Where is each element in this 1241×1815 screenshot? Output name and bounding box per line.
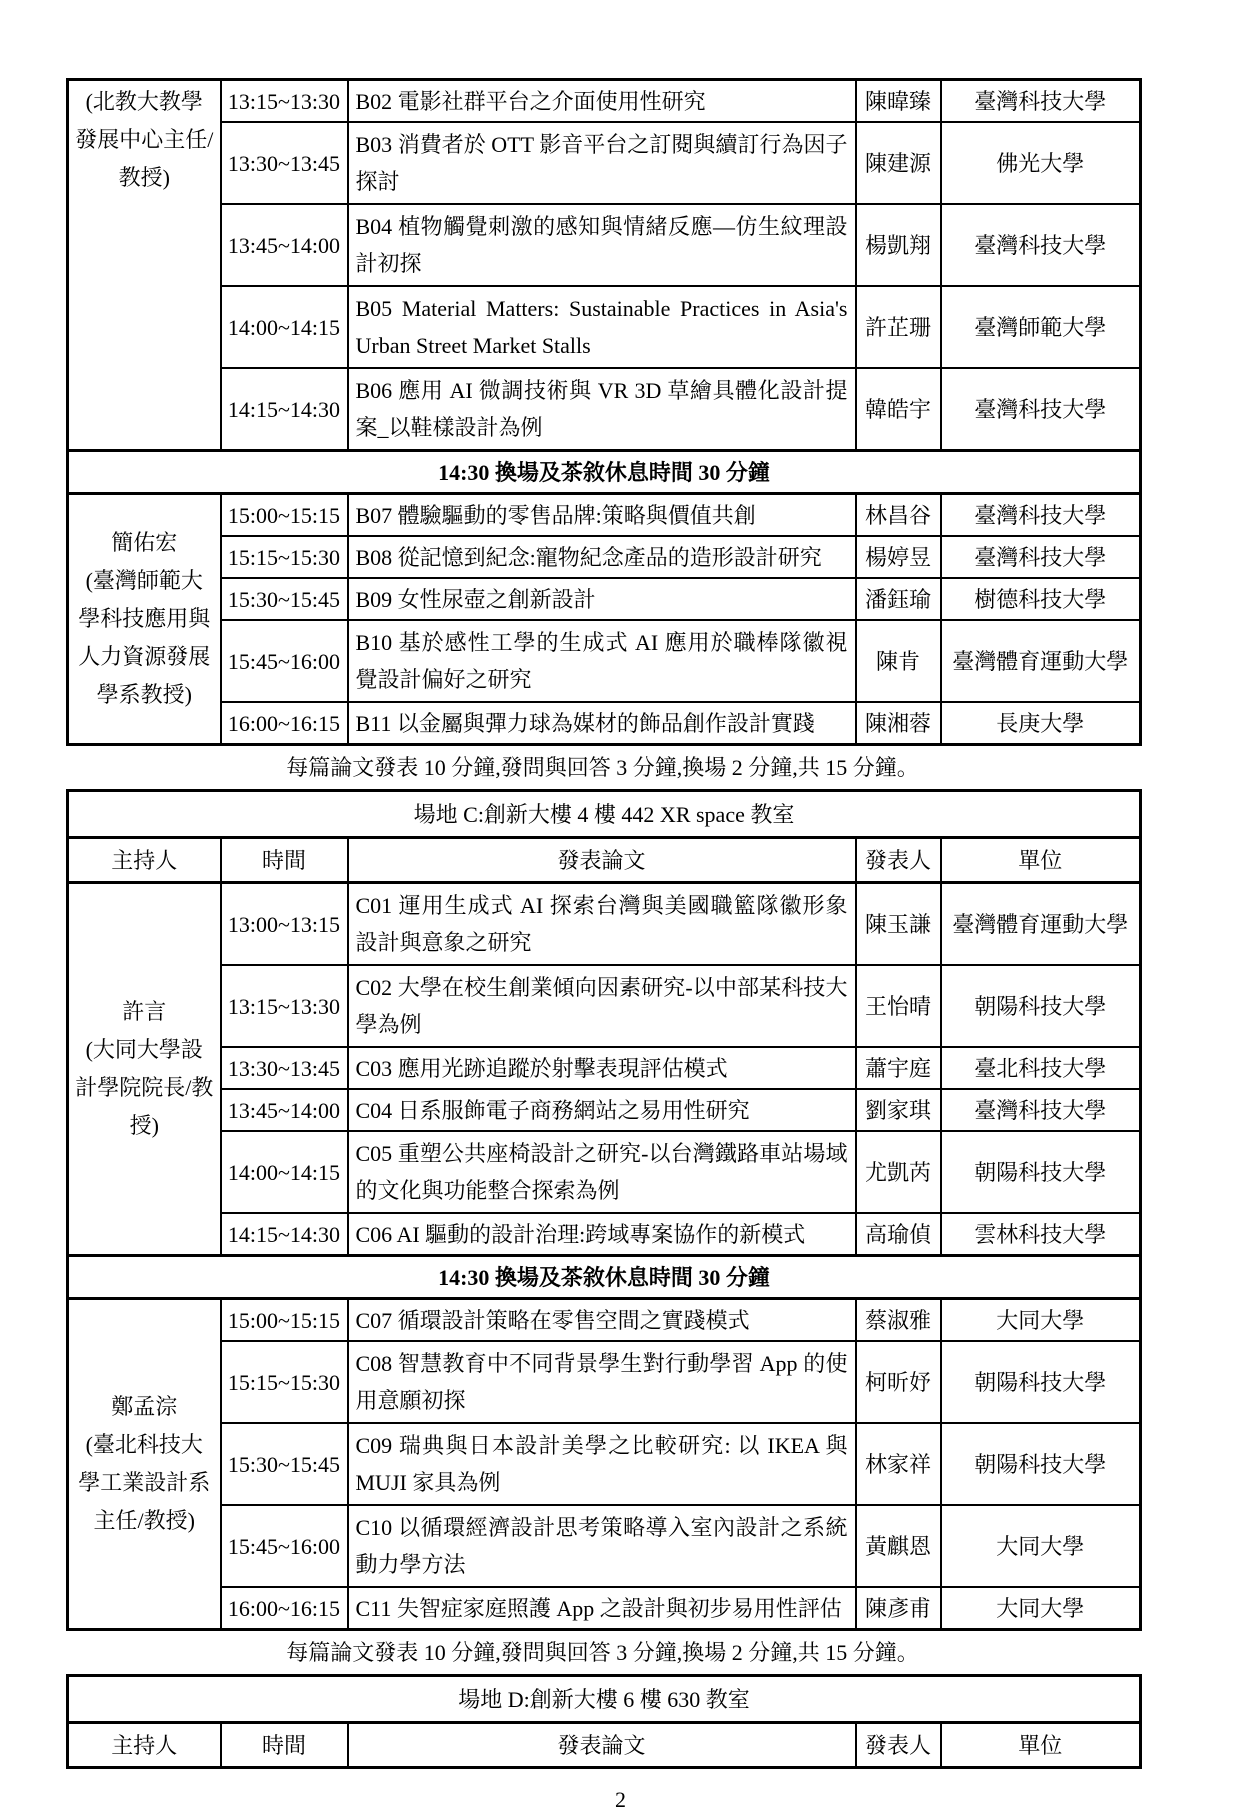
column-header-time: 時間 xyxy=(221,838,348,883)
venue-c-title-row xyxy=(68,791,1141,838)
presenter-cell: 楊婷昱 xyxy=(856,536,941,578)
unit-cell: 臺灣體育運動大學 xyxy=(941,620,1141,702)
time-cell: 13:00~13:15 xyxy=(221,883,348,966)
venue-d-table xyxy=(66,1674,1142,1769)
time-cell: 13:45~14:00 xyxy=(221,1089,348,1131)
unit-cell: 臺灣科技大學 xyxy=(941,494,1141,537)
time-cell: 15:15~15:30 xyxy=(221,1341,348,1423)
header-row-d xyxy=(68,1723,1141,1768)
unit-cell: 朝陽科技大學 xyxy=(941,965,1141,1047)
unit-cell: 朝陽科技大學 xyxy=(941,1341,1141,1423)
unit-cell: 長庚大學 xyxy=(941,702,1141,745)
paper-title-cell: B02 電影社群平台之介面使用性研究 xyxy=(348,80,856,123)
unit-cell: 臺灣師範大學 xyxy=(941,286,1141,368)
paper-title-cell: B11 以金屬與彈力球為媒材的飾品創作設計實踐 xyxy=(348,702,856,745)
unit-cell: 朝陽科技大學 xyxy=(941,1423,1141,1505)
moderator-title: (大同大學設計學院院長/教授) xyxy=(75,1037,214,1138)
session-row-c05 xyxy=(68,1131,1141,1213)
page-number: 2 xyxy=(615,1787,626,1812)
venue-b-table xyxy=(66,78,1142,746)
session-row-b04 xyxy=(68,204,1141,286)
break-row-b xyxy=(68,451,1141,494)
paper-title-cell: B06 應用 AI 微調技術與 VR 3D 草繪具體化設計提案_以鞋樣設計為例 xyxy=(348,368,856,451)
time-cell: 13:15~13:30 xyxy=(221,965,348,1047)
column-header-paper: 發表論文 xyxy=(348,838,856,883)
presenter-cell: 許芷珊 xyxy=(856,286,941,368)
unit-cell: 臺灣科技大學 xyxy=(941,368,1141,451)
session-row-c02 xyxy=(68,965,1141,1047)
time-cell: 15:00~15:15 xyxy=(221,1299,348,1342)
column-header-paper: 發表論文 xyxy=(348,1723,856,1768)
presenter-cell: 蕭宇庭 xyxy=(856,1047,941,1089)
column-header-presenter: 發表人 xyxy=(856,1723,941,1768)
unit-cell: 臺灣科技大學 xyxy=(941,1089,1141,1131)
moderator-cell-b-top xyxy=(68,80,221,451)
paper-title-cell: C05 重塑公共座椅設計之研究-以台灣鐵路車站場域的文化與功能整合探索為例 xyxy=(348,1131,856,1213)
presenter-cell: 王怡晴 xyxy=(856,965,941,1047)
paper-title-cell: C03 應用光跡追蹤於射擊表現評估模式 xyxy=(348,1047,856,1089)
session-row-b06 xyxy=(68,368,1141,451)
presenter-cell: 蔡淑雅 xyxy=(856,1299,941,1342)
venue-c-table xyxy=(66,789,1142,1631)
unit-cell: 樹德科技大學 xyxy=(941,578,1141,620)
time-cell: 15:45~16:00 xyxy=(221,1505,348,1587)
session-row-b05 xyxy=(68,286,1141,368)
session-row-c04 xyxy=(68,1089,1141,1131)
presenter-cell: 林家祥 xyxy=(856,1423,941,1505)
moderator-cell-c-bottom xyxy=(68,1299,221,1630)
break-label: 14:30 換場及茶敘休息時間 30 分鐘 xyxy=(68,1256,1141,1299)
unit-cell: 大同大學 xyxy=(941,1587,1141,1630)
time-cell: 14:00~14:15 xyxy=(221,286,348,368)
session-row-b02 xyxy=(68,80,1141,123)
column-header-unit: 單位 xyxy=(941,1723,1141,1768)
paper-title-cell: C09 瑞典與日本設計美學之比較研究: 以 IKEA 與 MUJI 家具為例 xyxy=(348,1423,856,1505)
time-cell: 15:00~15:15 xyxy=(221,494,348,537)
paper-title-cell: C04 日系服飾電子商務網站之易用性研究 xyxy=(348,1089,856,1131)
session-row-b08 xyxy=(68,536,1141,578)
presenter-cell: 潘鈺瑜 xyxy=(856,578,941,620)
paper-title-cell: C07 循環設計策略在零售空間之實踐模式 xyxy=(348,1299,856,1342)
presenter-cell: 黃麒恩 xyxy=(856,1505,941,1587)
header-row-c xyxy=(68,838,1141,883)
unit-cell: 雲林科技大學 xyxy=(941,1213,1141,1256)
break-row-c xyxy=(68,1256,1141,1299)
paper-title-cell: C11 失智症家庭照護 App 之設計與初步易用性評估 xyxy=(348,1587,856,1630)
moderator-cell-c-top xyxy=(68,883,221,1256)
paper-title-cell: C06 AI 驅動的設計治理:跨域專案協作的新模式 xyxy=(348,1213,856,1256)
session-row-b09 xyxy=(68,578,1141,620)
unit-cell: 臺灣科技大學 xyxy=(941,536,1141,578)
presenter-cell: 韓皓宇 xyxy=(856,368,941,451)
presenter-cell: 陳建源 xyxy=(856,122,941,204)
presenter-cell: 高瑜偵 xyxy=(856,1213,941,1256)
session-note-c: 每篇論文發表 10 分鐘,發問與回答 3 分鐘,換場 2 分鐘,共 15 分鐘。 xyxy=(286,1640,919,1665)
session-row-c11 xyxy=(68,1587,1141,1630)
paper-title-cell: B03 消費者於 OTT 影音平台之訂閱與續訂行為因子探討 xyxy=(348,122,856,204)
unit-cell: 朝陽科技大學 xyxy=(941,1131,1141,1213)
unit-cell: 佛光大學 xyxy=(941,122,1141,204)
presenter-cell: 陳彥甫 xyxy=(856,1587,941,1630)
moderator-name: 鄭孟淙 xyxy=(111,1394,178,1419)
time-cell: 14:00~14:15 xyxy=(221,1131,348,1213)
venue-d-title-row xyxy=(68,1676,1141,1723)
unit-cell: 臺灣科技大學 xyxy=(941,204,1141,286)
column-header-presenter: 發表人 xyxy=(856,838,941,883)
session-note-b: 每篇論文發表 10 分鐘,發問與回答 3 分鐘,換場 2 分鐘,共 15 分鐘。 xyxy=(286,755,919,780)
presenter-cell: 楊凱翔 xyxy=(856,204,941,286)
paper-title-cell: C08 智慧教育中不同背景學生對行動學習 App 的使用意願初探 xyxy=(348,1341,856,1423)
time-cell: 13:15~13:30 xyxy=(221,80,348,123)
presenter-cell: 陳湘蓉 xyxy=(856,702,941,745)
time-cell: 15:45~16:00 xyxy=(221,620,348,702)
session-row-c10 xyxy=(68,1505,1141,1587)
time-cell: 15:30~15:45 xyxy=(221,578,348,620)
paper-title-cell: B08 從記憶到紀念:寵物紀念產品的造形設計研究 xyxy=(348,536,856,578)
venue-title: 場地 C:創新大樓 4 樓 442 XR space 教室 xyxy=(68,791,1141,838)
column-header-moderator: 主持人 xyxy=(68,1723,221,1768)
unit-cell: 大同大學 xyxy=(941,1505,1141,1587)
paper-title-cell: C10 以循環經濟設計思考策略導入室內設計之系統動力學方法 xyxy=(348,1505,856,1587)
moderator-cell-b-bottom xyxy=(68,494,221,745)
session-row-b11 xyxy=(68,702,1141,745)
paper-title-cell: B09 女性尿壺之創新設計 xyxy=(348,578,856,620)
session-row-c03 xyxy=(68,1047,1141,1089)
session-row-c08 xyxy=(68,1341,1141,1423)
paper-title-cell: B04 植物觸覺刺激的感知與情緒反應—仿生紋理設計初探 xyxy=(348,204,856,286)
session-row-b07 xyxy=(68,494,1141,537)
moderator-name: 許言 xyxy=(122,999,167,1024)
presenter-cell: 陳暐臻 xyxy=(856,80,941,123)
session-row-b03 xyxy=(68,122,1141,204)
column-header-time: 時間 xyxy=(221,1723,348,1768)
session-row-c07 xyxy=(68,1299,1141,1342)
presenter-cell: 柯昕妤 xyxy=(856,1341,941,1423)
moderator-name: 簡佑宏 xyxy=(111,530,178,555)
paper-title-cell: B07 體驗驅動的零售品牌:策略與價值共創 xyxy=(348,494,856,537)
paper-title-cell: B05 Material Matters: Sustainable Practices in Asia's Urban Street Market Stalls xyxy=(348,286,856,368)
session-row-c06 xyxy=(68,1213,1141,1256)
session-row-c01 xyxy=(68,883,1141,966)
moderator-title: (臺灣師範大學科技應用與人力資源發展學系教授) xyxy=(78,568,211,707)
time-cell: 15:15~15:30 xyxy=(221,536,348,578)
time-cell: 16:00~16:15 xyxy=(221,1587,348,1630)
presenter-cell: 陳肯 xyxy=(856,620,941,702)
presenter-cell: 劉家琪 xyxy=(856,1089,941,1131)
venue-title: 場地 D:創新大樓 6 樓 630 教室 xyxy=(68,1676,1141,1723)
paper-title-cell: C01 運用生成式 AI 探索台灣與美國職籃隊徽形象設計與意象之研究 xyxy=(348,883,856,966)
time-cell: 13:30~13:45 xyxy=(221,122,348,204)
session-row-c09 xyxy=(68,1423,1141,1505)
session-row-b10 xyxy=(68,620,1141,702)
time-cell: 16:00~16:15 xyxy=(221,702,348,745)
column-header-moderator: 主持人 xyxy=(68,838,221,883)
time-cell: 14:15~14:30 xyxy=(221,1213,348,1256)
presenter-cell: 尤凱芮 xyxy=(856,1131,941,1213)
moderator-title-continued: (北教大教學發展中心主任/教授) xyxy=(75,89,214,190)
time-cell: 14:15~14:30 xyxy=(221,368,348,451)
unit-cell: 臺灣科技大學 xyxy=(941,80,1141,123)
unit-cell: 臺灣體育運動大學 xyxy=(941,883,1141,966)
presenter-cell: 陳玉謙 xyxy=(856,883,941,966)
time-cell: 15:30~15:45 xyxy=(221,1423,348,1505)
column-header-unit: 單位 xyxy=(941,838,1141,883)
paper-title-cell: B10 基於感性工學的生成式 AI 應用於職棒隊徽視覺設計偏好之研究 xyxy=(348,620,856,702)
moderator-title: (臺北科技大學工業設計系主任/教授) xyxy=(78,1432,211,1533)
unit-cell: 臺北科技大學 xyxy=(941,1047,1141,1089)
break-label: 14:30 換場及茶敘休息時間 30 分鐘 xyxy=(68,451,1141,494)
paper-title-cell: C02 大學在校生創業傾向因素研究-以中部某科技大學為例 xyxy=(348,965,856,1047)
unit-cell: 大同大學 xyxy=(941,1299,1141,1342)
time-cell: 13:45~14:00 xyxy=(221,204,348,286)
time-cell: 13:30~13:45 xyxy=(221,1047,348,1089)
presenter-cell: 林昌谷 xyxy=(856,494,941,537)
